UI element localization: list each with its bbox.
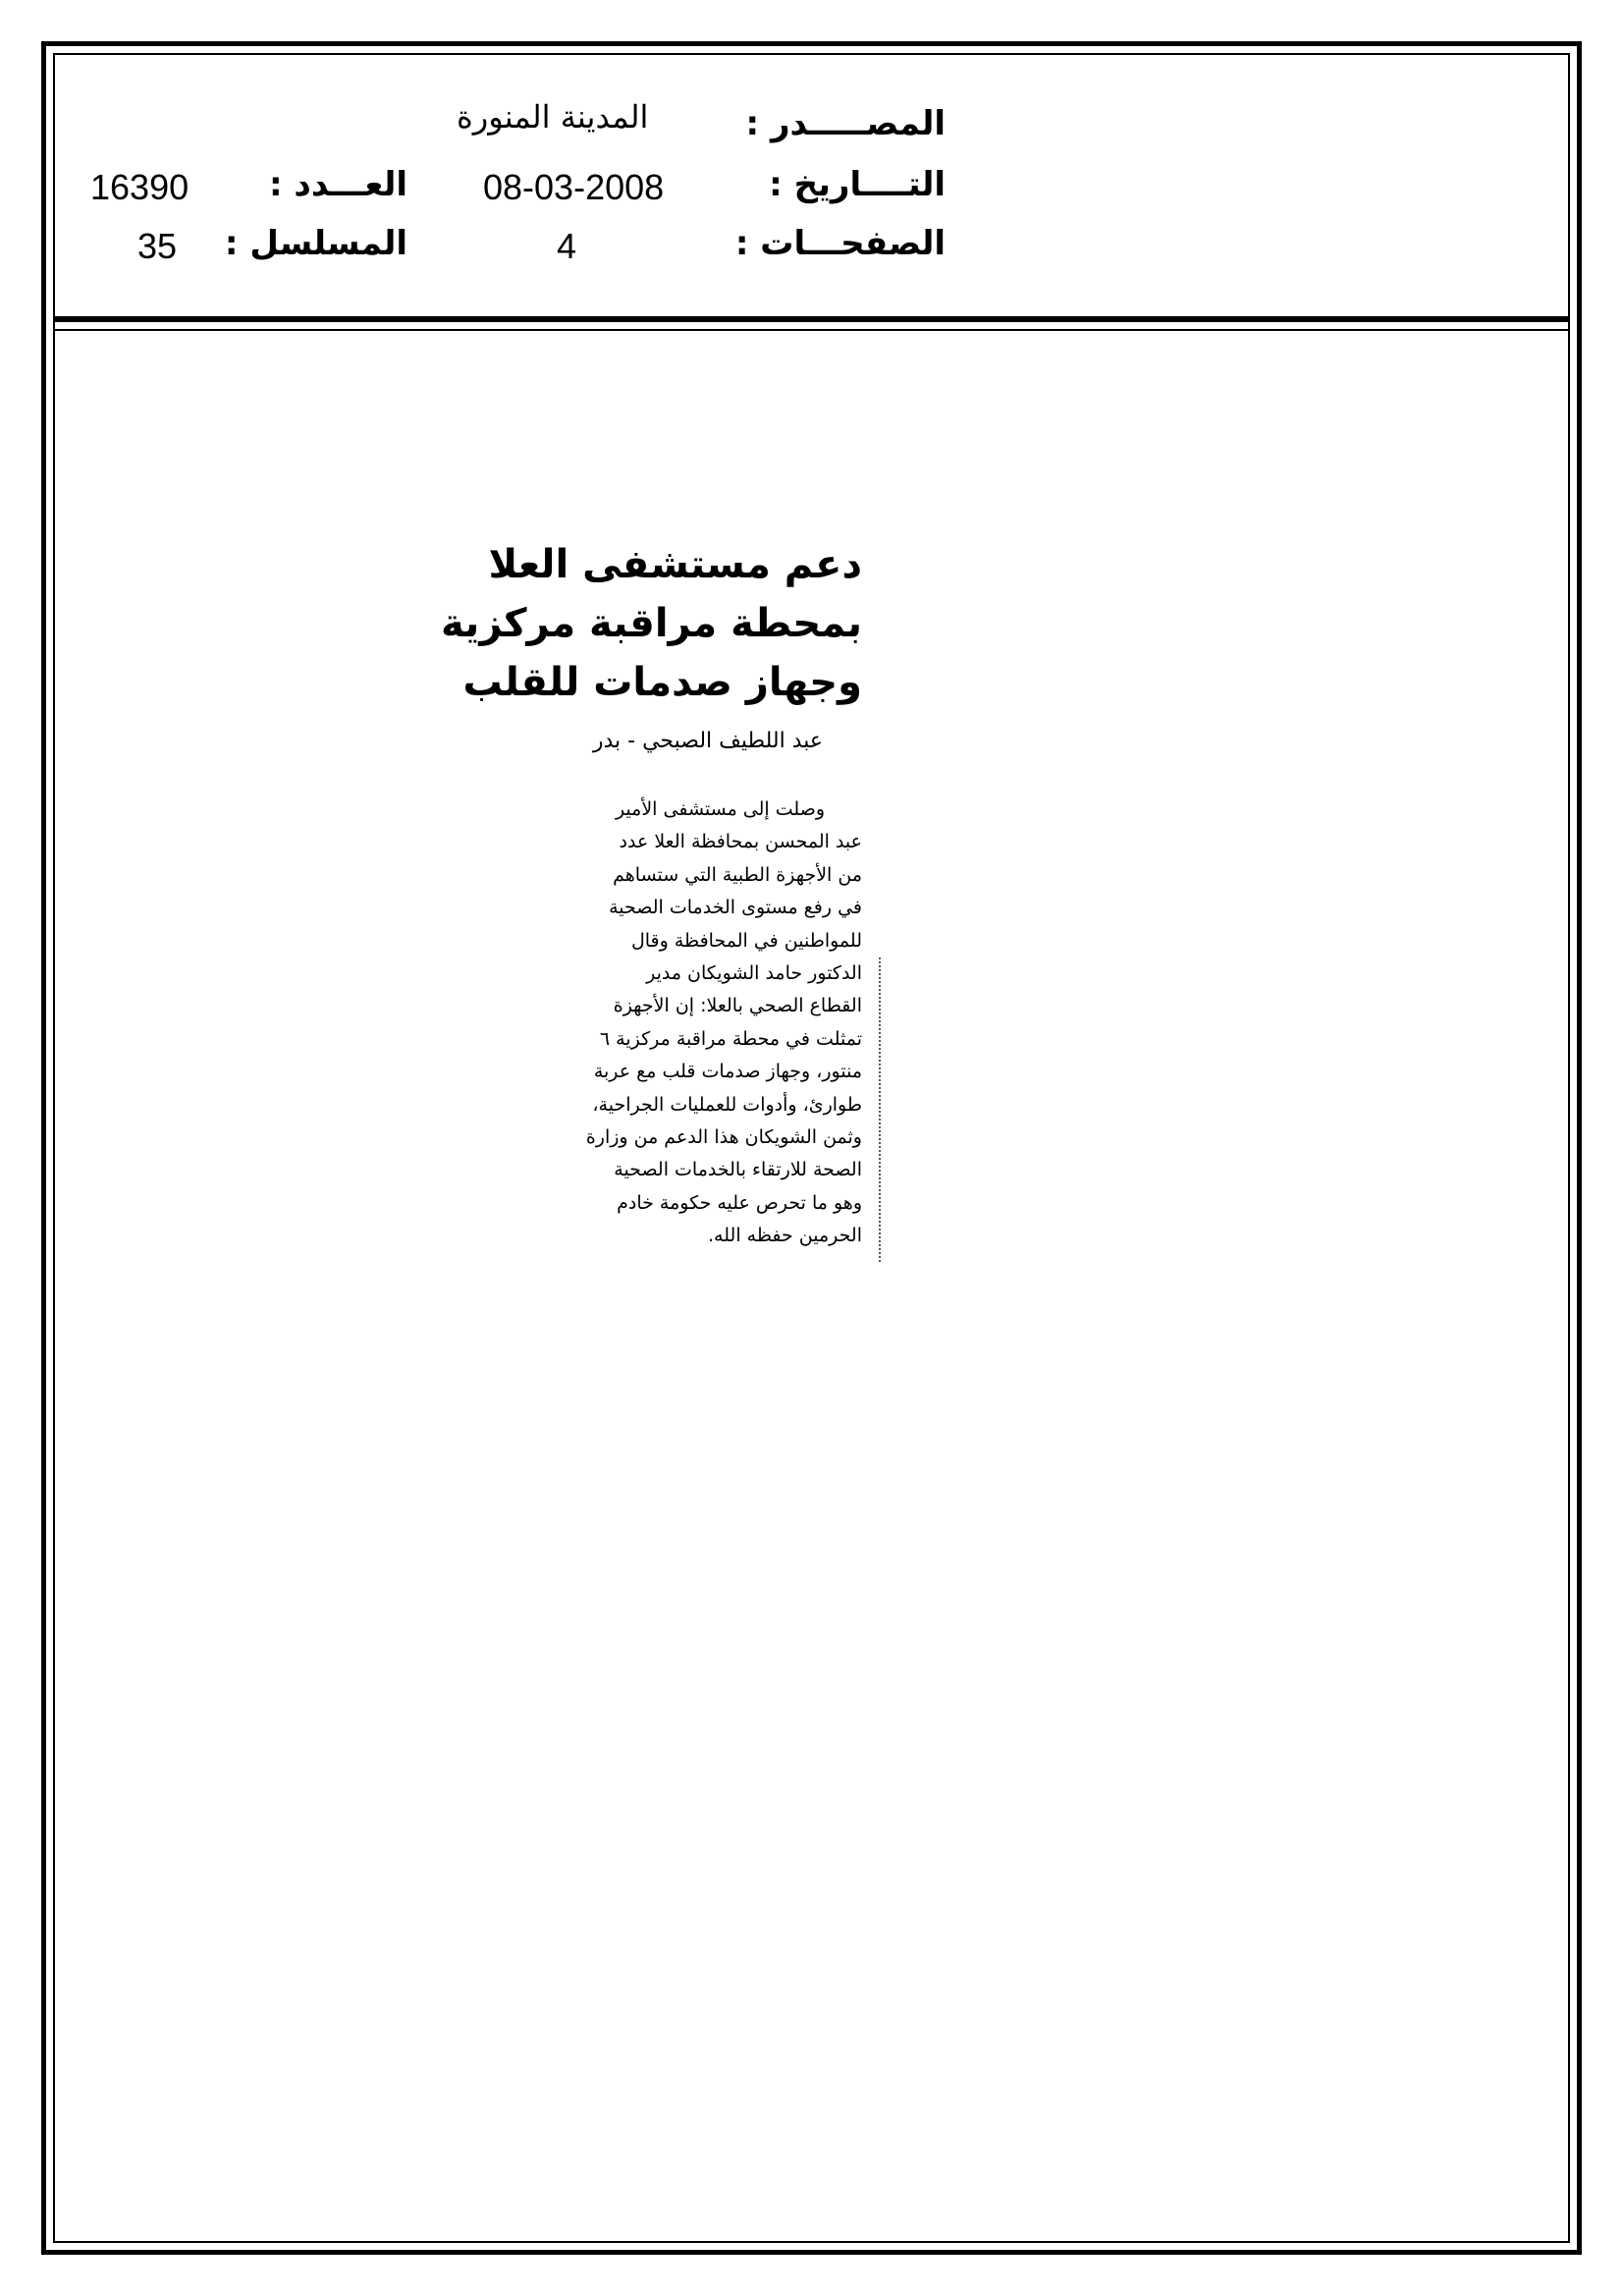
- header-divider-thin: [53, 329, 1570, 331]
- body-line: للمواطنين في المحافظة وقال: [630, 929, 862, 952]
- body-line: تمثلت في محطة مراقبة مركزية ٦: [599, 1027, 862, 1050]
- headline-line: وجهاز صدمات للقلب: [462, 660, 862, 705]
- header-divider-thick: [53, 316, 1570, 322]
- body-line: وثمن الشويكان هذا الدعم من وزارة: [585, 1126, 862, 1149]
- body-line: وهو ما تحرص عليه حكومة خادم: [617, 1191, 862, 1214]
- serial-label: المسلسل :: [224, 224, 407, 263]
- body-line: الحرمين حفظه الله.: [708, 1225, 862, 1247]
- body-line: منتور، وجهاز صدمات قلب مع عربة: [593, 1061, 862, 1083]
- headline-line: دعم مستشفى العلا: [488, 542, 862, 587]
- body-line: وصلت إلى مستشفى الأمير: [615, 798, 825, 820]
- pages-value: 4: [557, 226, 577, 266]
- body-line: طوارئ، وأدوات للعمليات الجراحية،: [592, 1093, 862, 1116]
- date-label: التــــاريخ :: [769, 165, 946, 204]
- body-line: عبد المحسن بمحافظة العلا عدد: [619, 831, 862, 853]
- date-value: 08-03-2008: [483, 167, 665, 207]
- body-line: القطاع الصحي بالعلا: إن الأجهزة: [613, 995, 862, 1017]
- body-line: من الأجهزة الطبية التي ستساهم: [613, 863, 862, 886]
- source-label: المصـــــدر :: [745, 104, 946, 143]
- source-value: المدينة المنورة: [457, 98, 649, 136]
- body-line: في رفع مستوى الخدمات الصحية: [609, 897, 862, 919]
- serial-value: 35: [137, 226, 178, 266]
- issue-value: 16390: [90, 167, 189, 207]
- body-line: الدكتور حامد الشويكان مدير: [646, 962, 862, 985]
- pages-label: الصفحـــات :: [734, 224, 946, 263]
- article-byline: عبد اللطيف الصبحي - بدر: [592, 729, 823, 753]
- body-line: الصحة للارتقاء بالخدمات الصحية: [614, 1159, 862, 1181]
- issue-label: العـــدد :: [269, 165, 407, 204]
- column-dotted-rule: [879, 957, 881, 1262]
- article-headline: [441, 535, 862, 712]
- headline-line: بمحطة مراقبة مركزية: [441, 601, 862, 646]
- article-body: [548, 793, 862, 1253]
